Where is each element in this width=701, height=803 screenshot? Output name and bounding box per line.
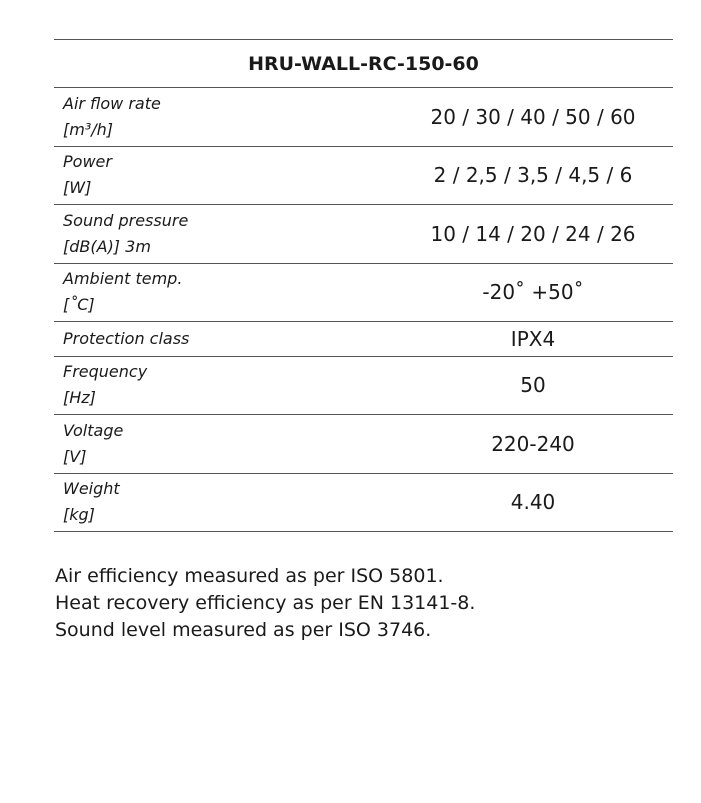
table-row xyxy=(54,205,673,264)
row-value: -20˚ +50˚ xyxy=(482,280,584,305)
row-label xyxy=(54,266,373,318)
unit-text: [W] xyxy=(63,178,92,198)
row-label xyxy=(54,149,373,201)
label-text: Air flow rate xyxy=(63,93,161,113)
notes xyxy=(55,563,475,644)
table-row xyxy=(54,88,673,147)
table-title: HRU-WALL-RC-150-60 xyxy=(54,40,673,88)
unit-text: [˚C] xyxy=(63,295,95,315)
row-value: IPX4 xyxy=(510,326,556,351)
row-value: 10 / 14 / 20 / 24 / 26 xyxy=(430,221,636,246)
table-row xyxy=(54,357,673,416)
row-label xyxy=(54,476,373,528)
label-text: Sound pressure xyxy=(63,210,189,230)
table-row xyxy=(54,264,673,323)
row-value: 20 / 30 / 40 / 50 / 60 xyxy=(430,104,636,129)
row-label xyxy=(54,91,373,143)
label-text: Voltage xyxy=(63,420,124,440)
table-row xyxy=(54,147,673,206)
row-label xyxy=(54,418,373,470)
row-value: 2 / 2,5 / 3,5 / 4,5 / 6 xyxy=(433,163,633,188)
note-sound-level: Sound level measured as per ISO 3746. xyxy=(55,619,432,641)
unit-text: [V] xyxy=(63,446,87,466)
row-label xyxy=(54,359,373,411)
row-value: 220-240 xyxy=(491,431,575,456)
note-heat-recovery: Heat recovery efficiency as per EN 13141-8. xyxy=(55,592,476,614)
row-label xyxy=(54,326,373,352)
unit-text: [kg] xyxy=(63,505,95,525)
label-text: Power xyxy=(63,152,112,172)
unit-text: [dB(A)] 3m xyxy=(63,236,151,256)
row-label xyxy=(54,208,373,260)
note-air-efficiency: Air efficiency measured as per ISO 5801. xyxy=(55,565,444,587)
row-value: 4.40 xyxy=(510,490,556,515)
table-row xyxy=(54,474,673,533)
label-text: Ambient temp. xyxy=(63,269,183,289)
row-value: 50 xyxy=(520,373,546,398)
spec-table xyxy=(54,39,673,532)
table-row xyxy=(54,322,673,357)
unit-text: [Hz] xyxy=(63,388,96,408)
table-row xyxy=(54,415,673,474)
label-text: Protection class xyxy=(63,328,190,348)
label-text: Weight xyxy=(63,479,120,499)
unit-text: [m³/h] xyxy=(63,119,114,139)
label-text: Frequency xyxy=(63,362,148,382)
